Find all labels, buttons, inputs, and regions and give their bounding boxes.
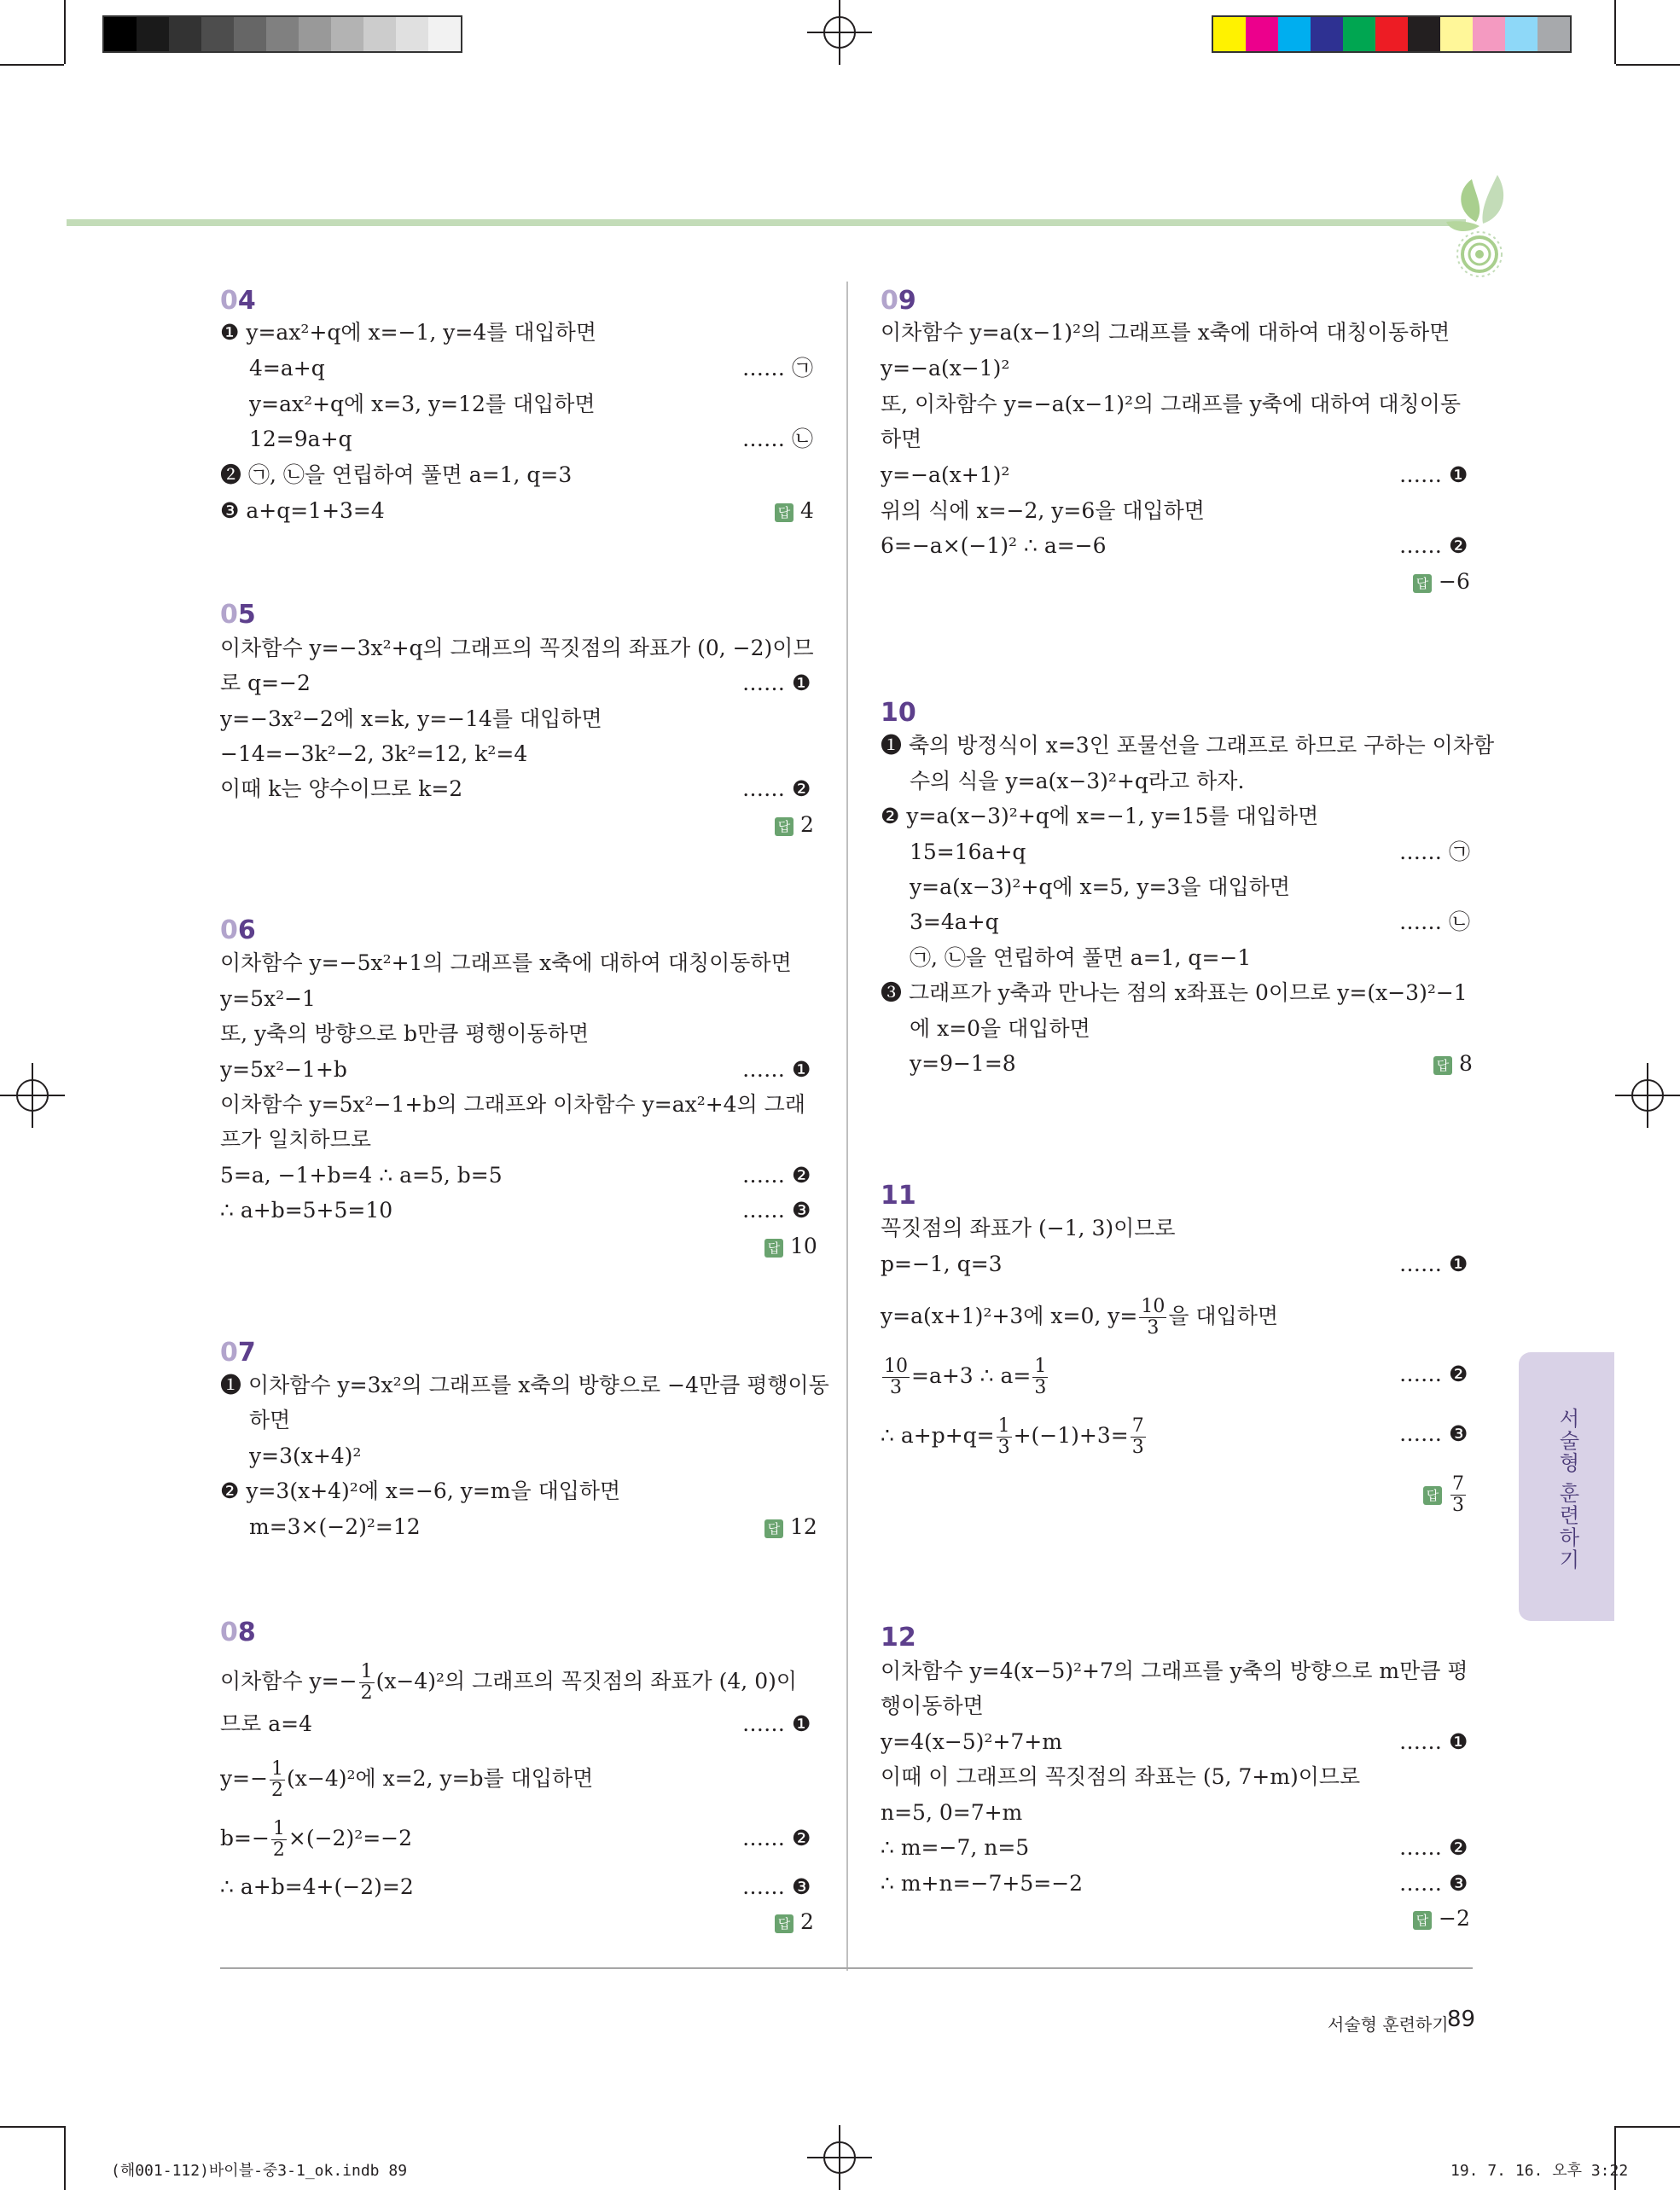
- p09-line5: y=−a(x+1)²: [881, 462, 1010, 487]
- p04-line3: y=ax²+q에 x=3, y=12를 대입하면: [249, 392, 596, 416]
- p09-tag1: …… ❶: [1399, 462, 1468, 487]
- problem-number-06: 06: [220, 915, 256, 945]
- color-swatch: [137, 17, 169, 51]
- p04-tag2: …… ㉡: [742, 427, 813, 451]
- p05-line2: 로 q=−2: [220, 671, 311, 695]
- p08-line3: y=− $\frac{1}{2}$ (x−4)²에 x=2, y=b를 대입하면: [220, 1758, 594, 1801]
- p06-tag1: …… ❶: [742, 1057, 811, 1082]
- problem-number-08: 08: [220, 1618, 256, 1647]
- answer-icon: 답: [764, 1519, 783, 1538]
- answer-icon: 답: [1413, 574, 1432, 593]
- p10-line3: ❷ y=a(x−3)²+q에 x=−1, y=15를 대입하면: [881, 804, 1319, 828]
- problem-number-05: 05: [220, 600, 256, 630]
- p11-answer: [1423, 1474, 1468, 1516]
- p06-line7: 5=a, −1+b=4 ∴ a=5, b=5: [220, 1163, 503, 1188]
- p10-line1: ❶ 축의 방정식이 x=3인 포물선을 그래프로 하므로 구하는 이차함: [881, 733, 1495, 758]
- p08-answer: 답 2: [775, 1909, 814, 1935]
- p06-tag2: …… ❷: [742, 1163, 811, 1188]
- p04-tag1: …… ㉠: [742, 356, 813, 380]
- file-slug: (해001-112)바이블-중3-1_ok.indb 89: [111, 2162, 408, 2180]
- p05-line1: 이차함수 y=−3x²+q의 그래프의 꼭짓점의 좌표가 (0, −2)이므: [220, 636, 814, 660]
- p06-tag3: …… ❸: [742, 1198, 811, 1223]
- problem-number-09: 09: [881, 286, 916, 316]
- crop-mark: [0, 2126, 64, 2128]
- p07-line4: ❷ y=3(x+4)²에 x=−6, y=m을 대입하면: [220, 1478, 621, 1503]
- p12-tag2: …… ❷: [1399, 1835, 1468, 1860]
- p11-line5: ∴ a+p+q= $\frac{1}{3}$ +(−1)+3= $\frac{7}{3}$: [881, 1415, 1144, 1458]
- p07-line2: 하면: [249, 1408, 291, 1432]
- p10-line9: 에 x=0을 대입하면: [910, 1016, 1090, 1041]
- p12-line6: ∴ m=−7, n=5: [881, 1835, 1030, 1860]
- fraction: $\frac{1}{2}$: [272, 1818, 285, 1861]
- color-swatch: [266, 17, 299, 51]
- fraction: $\frac{7}{3}$: [1452, 1473, 1464, 1516]
- p07-line5: m=3×(−2)²=12: [249, 1514, 421, 1539]
- p07-line1: ❶ 이차함수 y=3x²의 그래프를 x축의 방향으로 −4만큼 평행이동: [220, 1373, 829, 1397]
- crop-mark: [1616, 2126, 1680, 2128]
- p12-line7: ∴ m+n=−7+5=−2: [881, 1871, 1084, 1896]
- p12-tag1: …… ❶: [1399, 1729, 1468, 1754]
- p12-answer: 답 −2: [1413, 1906, 1470, 1931]
- color-swatch: [363, 17, 396, 51]
- color-swatch: [169, 17, 201, 51]
- fraction: $\frac{10}{3}$: [1141, 1296, 1166, 1339]
- p10-line5: y=a(x−3)²+q에 x=5, y=3을 대입하면: [910, 874, 1291, 899]
- problem-number-10: 10: [881, 698, 916, 728]
- p10-line8: ❸ 그래프가 y축과 만나는 점의 x좌표는 0이므로 y=(x−3)²−1: [881, 980, 1468, 1005]
- color-swatch: [1311, 17, 1343, 51]
- color-swatch: [1343, 17, 1375, 51]
- color-swatch: [1440, 17, 1473, 51]
- p07-line3: y=3(x+4)²: [249, 1444, 362, 1468]
- p06-line6: 프가 일치하므로: [220, 1127, 371, 1152]
- p12-line5: n=5, 0=7+m: [881, 1800, 1023, 1825]
- p08-tag1: …… ❶: [742, 1711, 811, 1736]
- answer-icon: 답: [1413, 1911, 1432, 1930]
- answer-icon: 답: [775, 503, 793, 522]
- answer-icon: 답: [1433, 1056, 1452, 1075]
- p12-line1: 이차함수 y=4(x−5)²+7의 그래프를 y축의 방향으로 m만큼 평: [881, 1658, 1468, 1683]
- color-swatch: [331, 17, 363, 51]
- p12-line3: y=4(x−5)²+7+m: [881, 1729, 1062, 1754]
- color-bar: [1212, 15, 1572, 53]
- leaf-ornament-icon: [1442, 162, 1519, 277]
- p05-line4: −14=−3k²−2, 3k²=12, k²=4: [220, 741, 528, 766]
- p04-line2: 4=a+q: [249, 356, 325, 380]
- p05-tag2: …… ❷: [742, 776, 811, 801]
- p10-answer: 답 8: [1433, 1051, 1473, 1077]
- p06-line2: y=5x²−1: [220, 986, 316, 1011]
- p10-line6: 3=4a+q: [910, 909, 999, 934]
- crop-mark: [64, 0, 66, 64]
- p10-line2: 수의 식을 y=a(x−3)²+q라고 하자.: [910, 769, 1245, 793]
- color-swatch: [1505, 17, 1538, 51]
- answer-icon: 답: [775, 817, 793, 836]
- crop-mark: [64, 2126, 66, 2190]
- fraction: $\frac{1}{2}$: [271, 1758, 284, 1801]
- column-divider: [846, 282, 848, 1971]
- problem-number-04: 04: [220, 286, 256, 316]
- p12-tag3: …… ❸: [1399, 1871, 1468, 1896]
- footer-section-title: 서술형 훈련하기: [1328, 2014, 1449, 2035]
- registration-mark: [1615, 1063, 1680, 1128]
- p10-line10: y=9−1=8: [910, 1051, 1016, 1076]
- answer-icon: 답: [1423, 1486, 1442, 1505]
- p10-line7: ㉠, ㉡을 연립하여 풀면 a=1, q=−1: [910, 945, 1252, 970]
- p10-tag2: …… ㉡: [1399, 909, 1470, 934]
- p04-line5: ❷ ㉠, ㉡을 연립하여 풀면 a=1, q=3: [220, 462, 573, 487]
- color-swatch: [234, 17, 266, 51]
- problem-number-11: 11: [881, 1181, 916, 1211]
- p09-line2: y=−a(x−1)²: [881, 356, 1010, 380]
- color-swatch: [1246, 17, 1278, 51]
- p10-tag1: …… ㉠: [1399, 839, 1470, 864]
- p09-line1: 이차함수 y=a(x−1)²의 그래프를 x축에 대하여 대칭이동하면: [881, 320, 1450, 345]
- p09-line7: 6=−a×(−1)² ∴ a=−6: [881, 533, 1107, 558]
- p11-tag3: …… ❸: [1399, 1421, 1468, 1446]
- p09-line3: 또, 이차함수 y=−a(x−1)²의 그래프를 y축에 대하여 대칭이동: [881, 392, 1462, 416]
- fraction: $\frac{1}{3}$: [1034, 1356, 1047, 1398]
- bottom-rule: [220, 1967, 1473, 1969]
- p06-line5: 이차함수 y=5x²−1+b의 그래프와 이차함수 y=ax²+4의 그래: [220, 1092, 805, 1117]
- color-swatch: [1473, 17, 1505, 51]
- p08-tag3: …… ❸: [742, 1874, 811, 1899]
- header-rule: [67, 219, 1466, 226]
- fraction: $\frac{10}{3}$: [884, 1356, 908, 1398]
- p06-line1: 이차함수 y=−5x²+1의 그래프를 x축에 대하여 대칭이동하면: [220, 950, 792, 975]
- p09-line4: 하면: [881, 427, 922, 451]
- color-swatch: [1375, 17, 1408, 51]
- fraction: $\frac{1}{3}$: [997, 1415, 1010, 1458]
- p04-line4: 12=9a+q: [249, 427, 352, 451]
- registration-mark: [807, 0, 872, 65]
- p08-line4: b=− $\frac{1}{2}$ ×(−2)²=−2: [220, 1818, 413, 1861]
- p07-answer: 답 12: [764, 1514, 817, 1540]
- fraction: $\frac{1}{2}$: [360, 1661, 373, 1704]
- grayscale-bar: [102, 15, 462, 53]
- color-swatch: [1278, 17, 1311, 51]
- p09-answer: 답 −6: [1413, 569, 1470, 595]
- p09-tag2: …… ❷: [1399, 533, 1468, 558]
- p04-line6: ❸ a+q=1+3=4: [220, 498, 385, 523]
- crop-mark: [1614, 0, 1616, 64]
- p04-answer: 답 4: [775, 498, 814, 524]
- p06-answer: 답 10: [764, 1234, 817, 1259]
- p05-answer: 답 2: [775, 812, 814, 838]
- color-swatch: [299, 17, 331, 51]
- p11-tag2: …… ❷: [1399, 1362, 1468, 1386]
- p04-line1: ❶ y=ax²+q에 x=−1, y=4를 대입하면: [220, 320, 596, 345]
- p11-line2: p=−1, q=3: [881, 1252, 1003, 1276]
- crop-mark: [1616, 64, 1680, 66]
- registration-mark: [807, 2125, 872, 2190]
- date-slug: 19. 7. 16. 오후 3:22: [1450, 2162, 1629, 2180]
- p05-tag1: …… ❶: [742, 671, 811, 695]
- p09-line6: 위의 식에 x=−2, y=6을 대입하면: [881, 498, 1205, 523]
- p11-line3: y=a(x+1)²+3에 x=0, y= $\frac{10}{3}$ 을 대입하면: [881, 1296, 1279, 1339]
- p08-line2: 므로 a=4: [220, 1711, 313, 1736]
- color-swatch: [428, 17, 461, 51]
- problem-number-12: 12: [881, 1623, 916, 1653]
- page-number: 89: [1447, 2007, 1476, 2032]
- p08-line1: 이차함수 y=− $\frac{1}{2}$ (x−4)²의 그래프의 꼭짓점의 좌표가 (4, 0)이: [220, 1661, 798, 1704]
- p08-line5: ∴ a+b=4+(−2)=2: [220, 1874, 414, 1899]
- color-swatch: [1408, 17, 1440, 51]
- answer-icon: 답: [775, 1914, 793, 1933]
- problem-number-07: 07: [220, 1338, 256, 1368]
- p11-line4: $\frac{10}{3}$ =a+3 ∴ a= $\frac{1}{3}$: [884, 1356, 1047, 1398]
- p12-line2: 행이동하면: [881, 1693, 984, 1718]
- p06-line4: y=5x²−1+b: [220, 1057, 347, 1082]
- p12-line4: 이때 이 그래프의 꼭짓점의 좌표는 (5, 7+m)이므로: [881, 1764, 1361, 1789]
- registration-mark: [0, 1063, 65, 1128]
- color-swatch: [1213, 17, 1246, 51]
- p06-line8: ∴ a+b=5+5=10: [220, 1198, 393, 1223]
- p05-line3: y=−3x²−2에 x=k, y=−14를 대입하면: [220, 706, 602, 731]
- color-swatch: [1538, 17, 1570, 51]
- color-swatch: [201, 17, 234, 51]
- p11-tag1: …… ❶: [1399, 1252, 1468, 1276]
- p10-line4: 15=16a+q: [910, 839, 1026, 864]
- color-swatch: [104, 17, 137, 51]
- side-tab-label: 서술형 훈련하기: [1555, 1408, 1579, 1571]
- p06-line3: 또, y축의 방향으로 b만큼 평행이동하면: [220, 1021, 590, 1046]
- color-swatch: [396, 17, 428, 51]
- crop-mark: [0, 64, 64, 66]
- p08-tag2: …… ❷: [742, 1826, 811, 1850]
- p05-line5: 이때 k는 양수이므로 k=2: [220, 776, 463, 801]
- fraction: $\frac{7}{3}$: [1131, 1415, 1144, 1458]
- answer-icon: 답: [764, 1239, 783, 1258]
- p11-line1: 꼭짓점의 좌표가 (−1, 3)이므로: [881, 1216, 1176, 1240]
